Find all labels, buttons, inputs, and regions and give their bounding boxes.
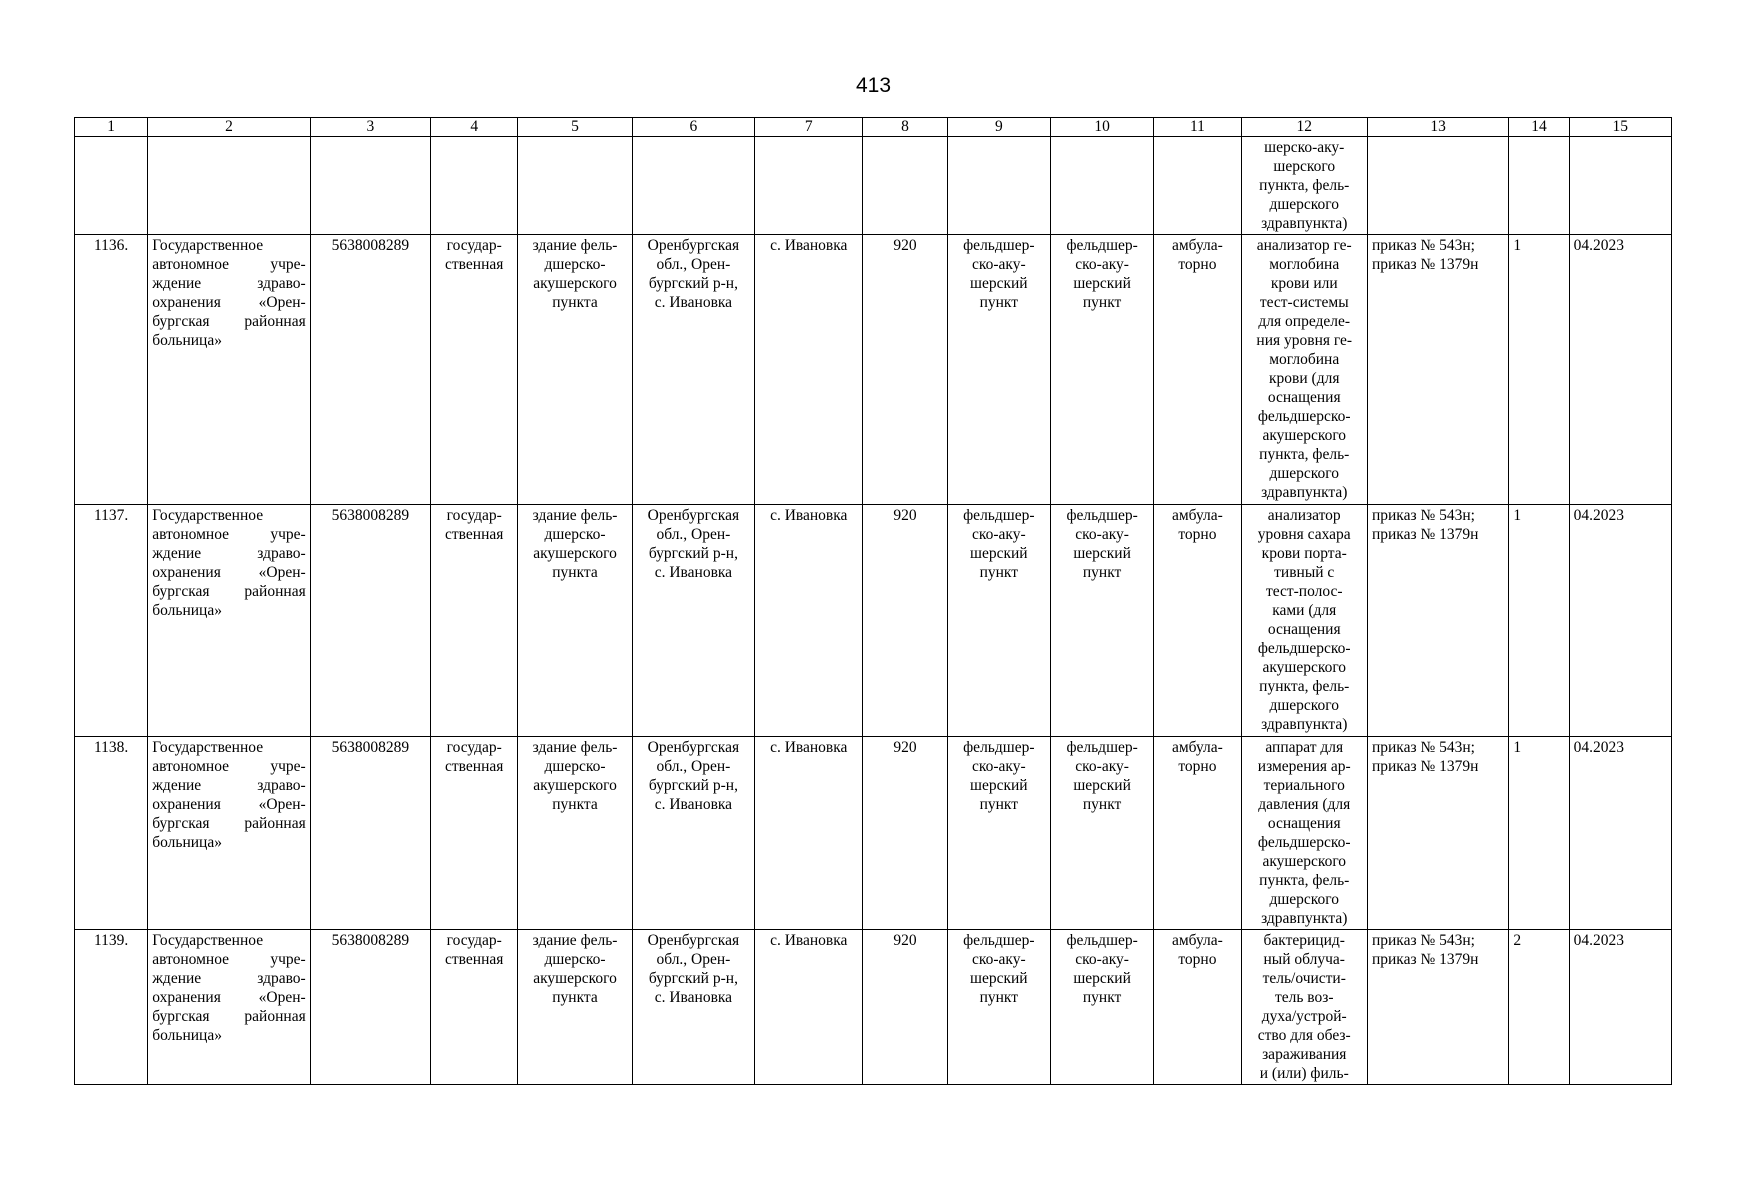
ownership-cell: государ- ственная xyxy=(431,505,518,737)
unit-type2-cell: фельдшер- ско-аку- шерский пункт xyxy=(1050,930,1153,1085)
order-cell: приказ № 543н; приказ № 1379н xyxy=(1367,737,1508,930)
column-number: 3 xyxy=(310,118,430,137)
quantity-cell: 1 xyxy=(1509,737,1569,930)
page-number: 413 xyxy=(855,74,892,97)
date-cell: 04.2023 xyxy=(1569,737,1671,930)
column-number: 12 xyxy=(1241,118,1367,137)
address-cell: Оренбургская обл., Орен- бургский р-н, с. Ивановка xyxy=(632,930,754,1085)
equipment-cell: шерско-аку- шерского пункта, фель- дшерского здравпункта) xyxy=(1241,137,1367,235)
row-number: 1136. xyxy=(75,235,148,505)
order-cell: приказ № 543н; приказ № 1379н xyxy=(1367,505,1508,737)
column-number: 2 xyxy=(148,118,311,137)
code-cell: 920 xyxy=(863,930,947,1085)
settlement-cell: с. Ивановка xyxy=(755,505,863,737)
organization-cell: Государственное автономное учре-ждение здраво-охранения «Орен-бургская районная больница» xyxy=(148,930,311,1085)
column-number-row xyxy=(75,118,1672,137)
row-number: 1137. xyxy=(75,505,148,737)
care-form-cell: амбула- торно xyxy=(1154,930,1241,1085)
column-number: 7 xyxy=(755,118,863,137)
column-number: 14 xyxy=(1509,118,1569,137)
unit-type-cell: фельдшер- ско-аку- шерский пункт xyxy=(947,505,1050,737)
organization-cell: Государственное автономное учре-ждение здраво-охранения «Орен-бургская районная больница» xyxy=(148,505,311,737)
date-cell: 04.2023 xyxy=(1569,505,1671,737)
column-number: 6 xyxy=(632,118,754,137)
column-number: 4 xyxy=(431,118,518,137)
organization-cell: Государственное автономное учре-ждение здраво-охранения «Орен-бургская районная больница» xyxy=(148,737,311,930)
table-row xyxy=(75,505,1672,737)
inn-cell: 5638008289 xyxy=(310,505,430,737)
inn-cell: 5638008289 xyxy=(310,930,430,1085)
row-number: 1139. xyxy=(75,930,148,1085)
organization-cell: Государственное автономное учре-ждение здраво-охранения «Орен-бургская районная больница» xyxy=(148,235,311,505)
code-cell: 920 xyxy=(863,235,947,505)
column-number: 11 xyxy=(1154,118,1241,137)
order-cell: приказ № 543н; приказ № 1379н xyxy=(1367,235,1508,505)
table-row xyxy=(75,930,1672,1085)
quantity-cell: 2 xyxy=(1509,930,1569,1085)
care-form-cell: амбула- торно xyxy=(1154,737,1241,930)
care-form-cell: амбула- торно xyxy=(1154,235,1241,505)
continuation-row xyxy=(75,137,1672,235)
code-cell: 920 xyxy=(863,505,947,737)
address-cell: Оренбургская обл., Орен- бургский р-н, с. Ивановка xyxy=(632,737,754,930)
date-cell: 04.2023 xyxy=(1569,235,1671,505)
order-cell: приказ № 543н; приказ № 1379н xyxy=(1367,930,1508,1085)
row-number: 1138. xyxy=(75,737,148,930)
column-number: 8 xyxy=(863,118,947,137)
building-cell: здание фель- дшерско- акушерского пункта xyxy=(518,930,632,1085)
building-cell: здание фель- дшерско- акушерского пункта xyxy=(518,737,632,930)
inn-cell: 5638008289 xyxy=(310,235,430,505)
column-number: 13 xyxy=(1367,118,1508,137)
unit-type2-cell: фельдшер- ско-аку- шерский пункт xyxy=(1050,737,1153,930)
unit-type-cell: фельдшер- ско-аку- шерский пункт xyxy=(947,235,1050,505)
unit-type2-cell: фельдшер- ско-аку- шерский пункт xyxy=(1050,505,1153,737)
table-row xyxy=(75,737,1672,930)
unit-type2-cell: фельдшер- ско-аку- шерский пункт xyxy=(1050,235,1153,505)
settlement-cell: с. Ивановка xyxy=(755,737,863,930)
code-cell: 920 xyxy=(863,737,947,930)
settlement-cell: с. Ивановка xyxy=(755,930,863,1085)
settlement-cell: с. Ивановка xyxy=(755,235,863,505)
ownership-cell: государ- ственная xyxy=(431,737,518,930)
table-row xyxy=(75,235,1672,505)
column-number: 9 xyxy=(947,118,1050,137)
equipment-cell: анализатор ге- моглобина крови или тест-системы для определе- ния уровня ге- моглобина крови (для оснащения фельдшерско- акушерского пункта, фель- дшерского здравпункта) xyxy=(1241,235,1367,505)
equipment-cell: бактерицид- ный облуча- тель/очисти- тель воз- духа/устрой- ство для обез- зараживания и (или) филь- xyxy=(1241,930,1367,1085)
quantity-cell: 1 xyxy=(1509,505,1569,737)
building-cell: здание фель- дшерско- акушерского пункта xyxy=(518,505,632,737)
address-cell: Оренбургская обл., Орен- бургский р-н, с. Ивановка xyxy=(632,505,754,737)
equipment-cell: анализатор уровня сахара крови порта- тивный с тест-полос- ками (для оснащения фельдшерско- акушерского пункта, фель- дшерского здравпункта) xyxy=(1241,505,1367,737)
care-form-cell: амбула- торно xyxy=(1154,505,1241,737)
unit-type-cell: фельдшер- ско-аку- шерский пункт xyxy=(947,737,1050,930)
registry-table xyxy=(74,117,1672,1085)
column-number: 15 xyxy=(1569,118,1671,137)
quantity-cell: 1 xyxy=(1509,235,1569,505)
inn-cell: 5638008289 xyxy=(310,737,430,930)
unit-type-cell: фельдшер- ско-аку- шерский пункт xyxy=(947,930,1050,1085)
building-cell: здание фель- дшерско- акушерского пункта xyxy=(518,235,632,505)
address-cell: Оренбургская обл., Орен- бургский р-н, с. Ивановка xyxy=(632,235,754,505)
column-number: 10 xyxy=(1050,118,1153,137)
ownership-cell: государ- ственная xyxy=(431,930,518,1085)
ownership-cell: государ- ственная xyxy=(431,235,518,505)
date-cell: 04.2023 xyxy=(1569,930,1671,1085)
equipment-cell: аппарат для измерения ар- териального давления (для оснащения фельдшерско- акушерского пункта, фель- дшерского здравпункта) xyxy=(1241,737,1367,930)
column-number: 1 xyxy=(75,118,148,137)
column-number: 5 xyxy=(518,118,632,137)
